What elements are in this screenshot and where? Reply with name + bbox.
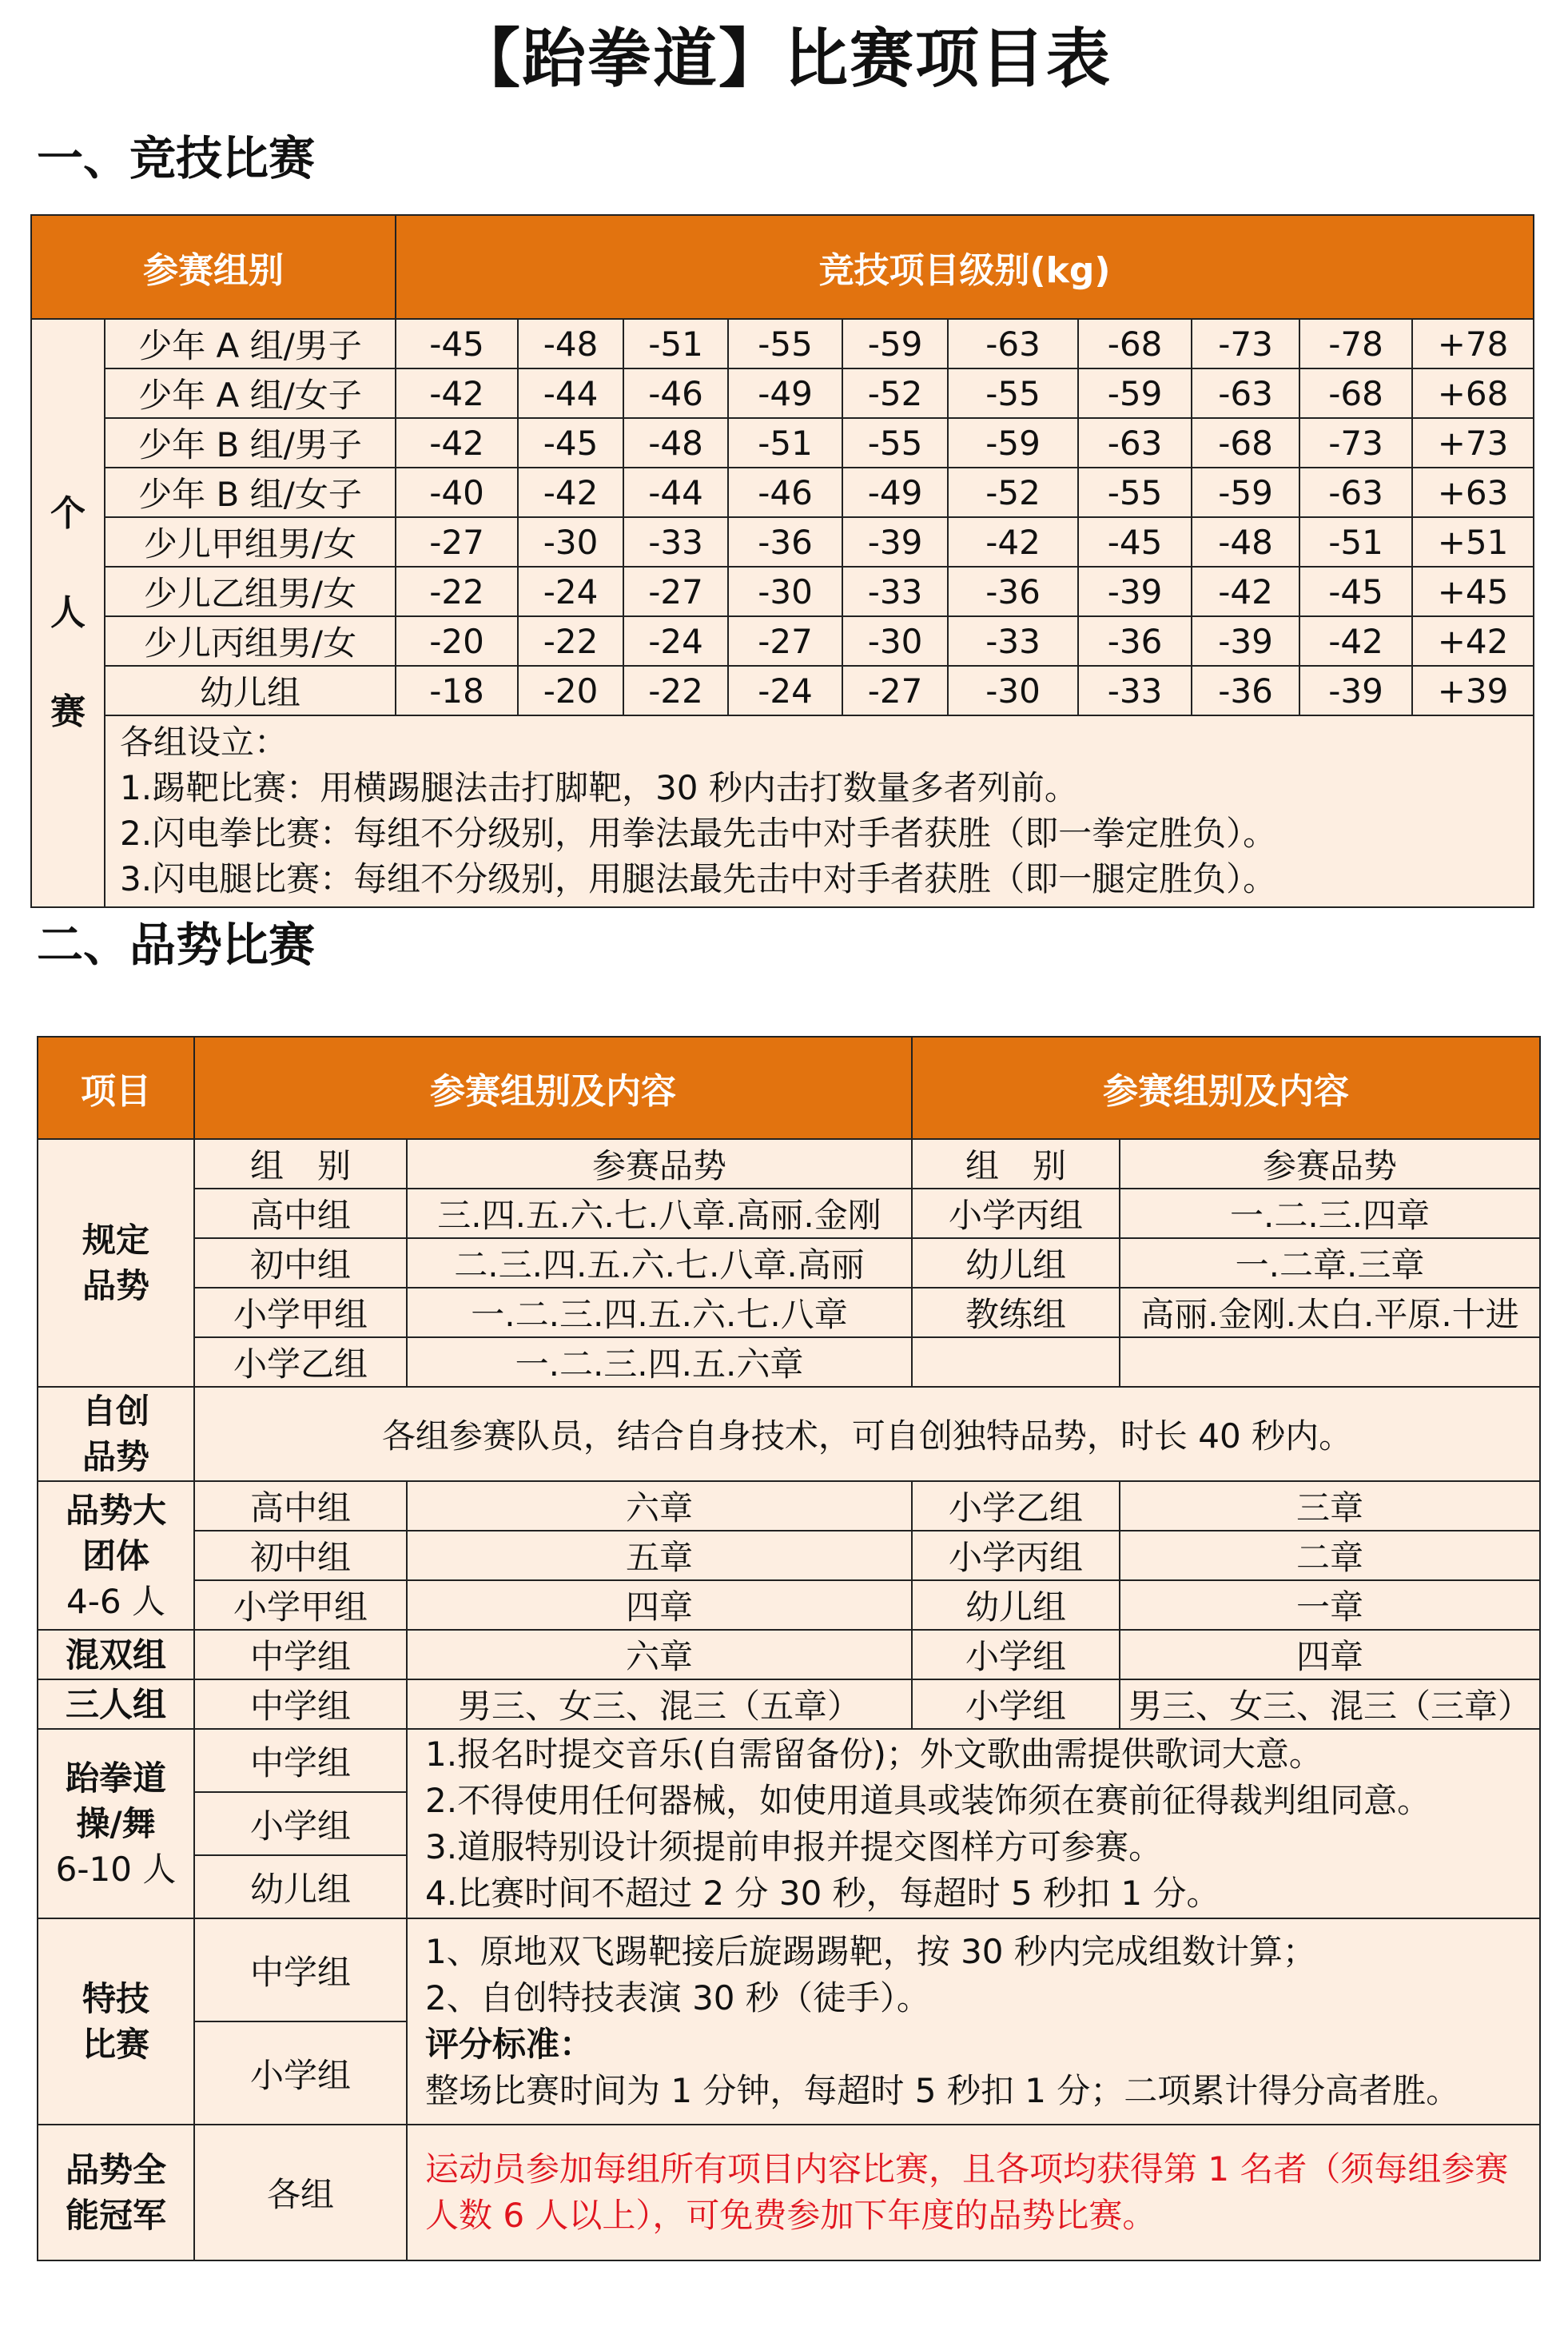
label-sub: 6-10 人	[55, 1850, 177, 1889]
forms-cell: 二章	[1120, 1531, 1540, 1580]
weight-cell: -22	[518, 616, 623, 666]
weight-cell: -49	[728, 368, 842, 418]
weight-cell: -55	[842, 418, 948, 468]
label-stunt	[38, 1918, 194, 2125]
weight-cell: -68	[1192, 418, 1299, 468]
group-cell: 幼儿组	[105, 666, 396, 715]
table-row	[38, 1481, 1540, 1531]
weight-cell: -48	[623, 418, 728, 468]
label-line: 自创	[82, 1392, 149, 1431]
score-text: 整场比赛时间为 1 分钟，每超时 5 秒扣 1 分；二项累计得分高者胜。	[425, 2071, 1460, 2110]
weight-cell: -30	[518, 517, 623, 567]
weight-cell: +45	[1412, 567, 1534, 616]
weight-cell: -59	[1192, 468, 1299, 517]
group-cell: 幼儿组	[194, 1855, 407, 1918]
group-cell: 少儿丙组男/女	[105, 616, 396, 666]
weight-cell: -46	[728, 468, 842, 517]
weight-cell: -73	[1192, 319, 1299, 368]
label-line: 能冠军	[65, 2196, 166, 2235]
forms-cell: 一.二.三.四.五.六.七.八章	[407, 1288, 912, 1337]
weight-cell: -36	[1078, 616, 1192, 666]
group-cell: 少年 A 组/女子	[105, 368, 396, 418]
group-cell: 小学丙组	[912, 1531, 1120, 1580]
table-row	[31, 418, 1534, 468]
side-label-individual	[31, 319, 105, 907]
weight-cell: -51	[1299, 517, 1412, 567]
weight-cell: -20	[396, 616, 518, 666]
weight-cell: -33	[1078, 666, 1192, 715]
weight-cell: -42	[396, 368, 518, 418]
group-cell: 初中组	[194, 1238, 407, 1288]
note-line: 各组设立：	[120, 723, 289, 762]
rule-line: 2.不得使用任何器械，如使用道具或装饰须在赛前征得裁判组同意。	[425, 1780, 1431, 1820]
weight-cell: -27	[623, 567, 728, 616]
forms-cell: 四章	[1120, 1630, 1540, 1679]
forms-cell	[1120, 1337, 1540, 1387]
weight-cell: -63	[1192, 368, 1299, 418]
weight-cell: -78	[1299, 319, 1412, 368]
weight-cell: -68	[1299, 368, 1412, 418]
table-row	[31, 468, 1534, 517]
forms-cell: 三.四.五.六.七.八章.高丽.金刚	[407, 1189, 912, 1238]
group-cell: 幼儿组	[912, 1238, 1120, 1288]
group-cell: 中学组	[194, 1679, 407, 1729]
table-row	[38, 1679, 1540, 1729]
label-line: 品势全	[65, 2150, 166, 2189]
forms-cell: 六章	[407, 1630, 912, 1679]
weight-cell: -27	[842, 666, 948, 715]
weight-cell: +73	[1412, 418, 1534, 468]
group-cell	[912, 1337, 1120, 1387]
group-cell: 小学丙组	[912, 1189, 1120, 1238]
forms-cell: 六章	[407, 1481, 912, 1531]
weight-cell: -33	[623, 517, 728, 567]
note-line: 3.闪电腿比赛：每组不分级别，用腿法最先击中对手者获胜（即一腿定胜负）。	[120, 859, 1277, 898]
weight-cell: -55	[728, 319, 842, 368]
group-cell: 各组	[194, 2125, 407, 2260]
header-weight-classes: 竞技项目级别(kg)	[396, 215, 1534, 319]
header-group-content-right: 参赛组别及内容	[912, 1037, 1540, 1139]
weight-cell: -42	[948, 517, 1078, 567]
label-fixed-forms	[38, 1139, 194, 1387]
rule-line: 3.道服特别设计须提前申报并提交图样方可参赛。	[425, 1826, 1163, 1866]
weight-cell: -33	[842, 567, 948, 616]
forms-cell: 高丽.金刚.太白.平原.十进	[1120, 1288, 1540, 1337]
group-cell: 小学组	[194, 1792, 407, 1855]
table-row	[38, 1630, 1540, 1679]
group-cell: 少年 A 组/男子	[105, 319, 396, 368]
weight-cell: -40	[396, 468, 518, 517]
group-cell: 小学乙组	[912, 1481, 1120, 1531]
weight-cell: -59	[1078, 368, 1192, 418]
side-label-char: 个	[50, 493, 86, 534]
label-taekwondo-dance	[38, 1729, 194, 1918]
weight-cell: -46	[623, 368, 728, 418]
forms-cell: 男三、女三、混三（五章）	[407, 1679, 912, 1729]
forms-cell: 四章	[407, 1580, 912, 1630]
stunt-rules	[407, 1918, 1540, 2125]
table-row	[38, 1288, 1540, 1337]
label-line: 品势	[82, 1437, 149, 1476]
weight-cell: -59	[842, 319, 948, 368]
label-line: 比赛	[82, 2025, 149, 2064]
weight-cell: -27	[396, 517, 518, 567]
weight-cell: -36	[1192, 666, 1299, 715]
weight-cell: -44	[623, 468, 728, 517]
label-line: 品势大	[65, 1490, 166, 1530]
header-group-content-left: 参赛组别及内容	[194, 1037, 912, 1139]
col-forms-left: 参赛品势	[407, 1139, 912, 1189]
weight-cell: -39	[1078, 567, 1192, 616]
weight-cell: -51	[623, 319, 728, 368]
weight-cell: -55	[948, 368, 1078, 418]
group-cell: 中学组	[194, 1729, 407, 1792]
group-cell: 教练组	[912, 1288, 1120, 1337]
weight-cell: -30	[948, 666, 1078, 715]
section-heading-competition: 一、竞技比赛	[37, 131, 316, 185]
group-cell: 少儿乙组男/女	[105, 567, 396, 616]
weight-cell: -45	[518, 418, 623, 468]
col-forms-right: 参赛品势	[1120, 1139, 1540, 1189]
group-cell: 幼儿组	[912, 1580, 1120, 1630]
group-cell: 初中组	[194, 1531, 407, 1580]
weight-cell: -33	[948, 616, 1078, 666]
weight-cell: -42	[518, 468, 623, 517]
table-row	[31, 319, 1534, 368]
forms-cell: 一.二.三.四.五.六章	[407, 1337, 912, 1387]
table-row	[38, 1238, 1540, 1288]
section-heading-poomsae: 二、品势比赛	[37, 918, 316, 972]
rule-line: 2、自创特技表演 30 秒（徒手）。	[425, 1978, 930, 2017]
weight-cell: -68	[1078, 319, 1192, 368]
table-row	[31, 616, 1534, 666]
weight-cell: -30	[728, 567, 842, 616]
score-title: 评分标准：	[425, 2025, 594, 2064]
table-row	[38, 1337, 1540, 1387]
weight-cell: -42	[1299, 616, 1412, 666]
forms-cell: 一章	[1120, 1580, 1540, 1630]
col-group-right: 组 别	[912, 1139, 1120, 1189]
header-group: 参赛组别	[31, 215, 396, 319]
rule-line: 4.比赛时间不超过 2 分 30 秒，每超时 5 秒扣 1 分。	[425, 1873, 1220, 1913]
table-row	[31, 368, 1534, 418]
group-cell: 高中组	[194, 1189, 407, 1238]
weight-cell: -51	[728, 418, 842, 468]
table-row	[38, 1531, 1540, 1580]
weight-cell: +51	[1412, 517, 1534, 567]
note-line: 1.踢靶比赛：用横踢腿法击打脚靶，30 秒内击打数量多者列前。	[120, 768, 1078, 807]
poomsae-table	[37, 1036, 1541, 2261]
weight-cell: -24	[518, 567, 623, 616]
table-row	[31, 517, 1534, 567]
label-line: 品势	[82, 1266, 149, 1305]
group-cell: 少年 B 组/女子	[105, 468, 396, 517]
label-line: 团体	[82, 1535, 149, 1575]
weight-cell: -63	[1299, 468, 1412, 517]
weight-cell: -52	[948, 468, 1078, 517]
label-mixed-pair: 混双组	[38, 1630, 194, 1679]
group-cell: 中学组	[194, 1630, 407, 1679]
weight-cell: -45	[1078, 517, 1192, 567]
weight-cell: -24	[623, 616, 728, 666]
weight-cell: -45	[1299, 567, 1412, 616]
col-group-left: 组 别	[194, 1139, 407, 1189]
forms-cell: 三章	[1120, 1481, 1540, 1531]
group-cell: 高中组	[194, 1481, 407, 1531]
forms-cell: 一.二.三.四章	[1120, 1189, 1540, 1238]
weight-cell: -39	[842, 517, 948, 567]
group-cell: 小学组	[194, 2021, 407, 2125]
group-cell: 小学甲组	[194, 1288, 407, 1337]
label-line: 规定	[82, 1221, 149, 1260]
forms-cell: 男三、女三、混三（三章）	[1120, 1679, 1540, 1729]
weight-cell: -63	[948, 319, 1078, 368]
weight-cell: -59	[948, 418, 1078, 468]
group-cell: 中学组	[194, 1918, 407, 2021]
weight-cell: -24	[728, 666, 842, 715]
forms-cell: 五章	[407, 1531, 912, 1580]
note-line: 2.闪电拳比赛：每组不分级别，用拳法最先击中对手者获胜（即一拳定胜负）。	[120, 814, 1277, 853]
creative-forms-text: 各组参赛队员，结合自身技术，可自创独特品势，时长 40 秒内。	[194, 1387, 1540, 1481]
forms-cell: 二.三.四.五.六.七.八章.高丽	[407, 1238, 912, 1288]
weight-cell: -63	[1078, 418, 1192, 468]
table-row	[31, 666, 1534, 715]
header-item: 项目	[38, 1037, 194, 1139]
weight-cell: -48	[1192, 517, 1299, 567]
weight-cell: -18	[396, 666, 518, 715]
weight-cell: -55	[1078, 468, 1192, 517]
label-sub: 4-6 人	[66, 1581, 165, 1621]
rule-line: 1.报名时提交音乐(自需留备份)；外文歌曲需提供歌词大意。	[425, 1734, 1323, 1774]
weight-cell: -39	[1299, 666, 1412, 715]
competition-notes	[105, 715, 1534, 907]
weight-cell: -42	[1192, 567, 1299, 616]
weight-cell: -73	[1299, 418, 1412, 468]
table-row	[31, 567, 1534, 616]
side-label-char: 赛	[50, 691, 86, 732]
rule-line: 1、原地双飞踢靶接后旋踢踢靶，按 30 秒内完成组数计算；	[425, 1932, 1316, 1971]
allround-text: 运动员参加每组所有项目内容比赛，且各项均获得第 1 名者（须每组参赛人数 6 人以上），可免费参加下年度的品势比赛。	[407, 2125, 1540, 2260]
label-team-forms	[38, 1481, 194, 1630]
weight-cell: +78	[1412, 319, 1534, 368]
weight-cell: -45	[396, 319, 518, 368]
group-cell: 小学乙组	[194, 1337, 407, 1387]
weight-cell: -36	[948, 567, 1078, 616]
group-cell: 少年 B 组/男子	[105, 418, 396, 468]
weight-cell: +68	[1412, 368, 1534, 418]
side-label-char: 人	[50, 592, 86, 633]
weight-cell: -44	[518, 368, 623, 418]
weight-cell: -52	[842, 368, 948, 418]
weight-cell: -39	[1192, 616, 1299, 666]
label-trio: 三人组	[38, 1679, 194, 1729]
forms-cell: 一.二章.三章	[1120, 1238, 1540, 1288]
table-row	[38, 1189, 1540, 1238]
weight-cell: +63	[1412, 468, 1534, 517]
label-creative-forms	[38, 1387, 194, 1481]
label-line: 跆拳道	[65, 1759, 166, 1798]
weight-cell: -30	[842, 616, 948, 666]
group-cell: 少儿甲组男/女	[105, 517, 396, 567]
group-cell: 小学组	[912, 1679, 1120, 1729]
label-line: 特技	[82, 1979, 149, 2018]
weight-cell: -20	[518, 666, 623, 715]
dance-rules	[407, 1729, 1540, 1918]
label-allround-champion	[38, 2125, 194, 2260]
competition-table	[30, 214, 1534, 908]
weight-cell: -27	[728, 616, 842, 666]
weight-cell: -49	[842, 468, 948, 517]
weight-cell: +42	[1412, 616, 1534, 666]
page-title: 【跆拳道】比赛项目表	[456, 22, 1112, 96]
weight-cell: -48	[518, 319, 623, 368]
weight-cell: -42	[396, 418, 518, 468]
table-row	[38, 1580, 1540, 1630]
weight-cell: -22	[623, 666, 728, 715]
group-cell: 小学甲组	[194, 1580, 407, 1630]
weight-cell: -36	[728, 517, 842, 567]
group-cell: 小学组	[912, 1630, 1120, 1679]
weight-cell: -22	[396, 567, 518, 616]
weight-cell: +39	[1412, 666, 1534, 715]
label-line: 操/舞	[76, 1804, 156, 1843]
